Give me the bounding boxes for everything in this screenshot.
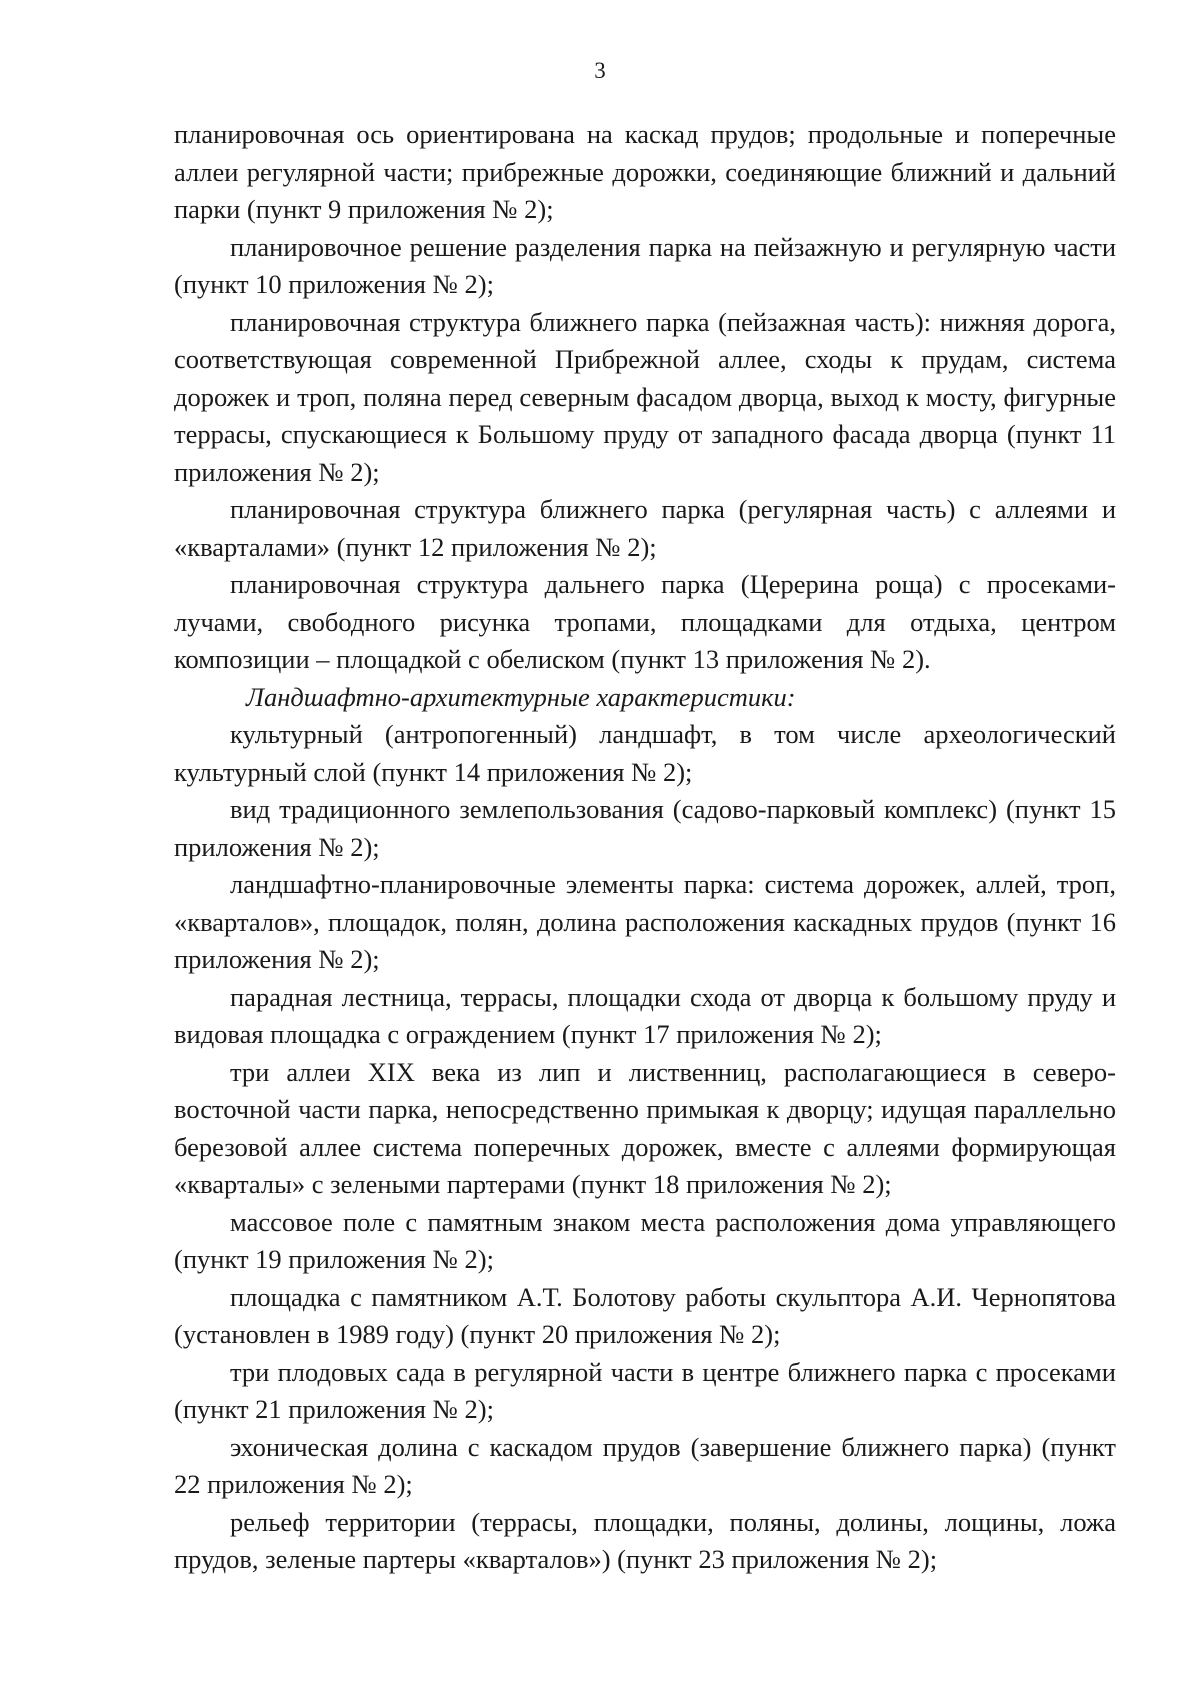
paragraph-landscape-elements: ландшафтно-планировочные элементы парка: система дорожек, аллей, троп, «кварталов», площадок, полян, долина расположения каскадных прудов (пункт 16 приложения № 2);	[174, 869, 1116, 974]
paragraph-cultural-landscape: культурный (антропогенный) ландшафт, в том числе археологический культурный слой (пункт 14 приложения № 2);	[174, 719, 1116, 787]
paragraph-staircase-terraces: парадная лестница, террасы, площадки схода от дворца к большому пруду и видовая площадка с ограждением (пункт 17 приложения № 2);	[174, 981, 1116, 1049]
document-body	[174, 116, 1116, 1579]
paragraph-far-park: планировочная структура дальнего парка (Церерина роща) с просеками-лучами, свободного рисунка тропами, площадками для отдыха, центром композиции – площадкой с обелиском (пункт 13 приложения № 2).	[174, 569, 1116, 674]
paragraph-mass-field: массовое поле с памятным знаком места расположения дома управляющего (пункт 19 приложения № 2);	[174, 1206, 1116, 1274]
paragraph-monument-site: площадка с памятником А.Т. Болотову работы скульптора А.И. Чернопятова (установлен в 1989 году) (пункт 20 приложения № 2);	[174, 1281, 1116, 1349]
page-number: 3	[594, 58, 606, 83]
paragraph-alleys-xix: три аллеи XIX века из лип и лиственниц, располагающиеся в северо-восточной части парка, непосредственно примыкая к дворцу; идущая параллельно березовой аллее система поперечных дорожек, вместе с аллеями формирующая «кварталы» с зелеными партерами (пункт 18 приложения № 2);	[174, 1056, 1116, 1199]
paragraph-terrain-relief: рельеф территории (террасы, площадки, поляны, долины, лощины, ложа прудов, зеленые партеры «кварталов») (пункт 23 приложения № 2);	[174, 1506, 1116, 1574]
paragraph-near-park-regular: планировочная структура ближнего парка (регулярная часть) с аллеями и «кварталами» (пункт 12 приложения № 2);	[174, 494, 1116, 562]
paragraph-near-park-landscape: планировочная структура ближнего парка (пейзажная часть): нижняя дорога, соответствующая современной Прибрежной аллее, сходы к прудам, система дорожек и троп, поляна перед северным фасадом дворца, выход к мосту, фигурные террасы, спускающиеся к Большому пруду от западного фасада дворца (пункт 11 приложения № 2);	[174, 306, 1116, 487]
paragraph-planning-axis: планировочная ось ориентирована на каскад прудов; продольные и поперечные аллеи регулярной части; прибрежные дорожки, соединяющие ближний и дальний парки (пункт 9 приложения № 2);	[174, 119, 1116, 224]
paragraph-land-use: вид традиционного землепользования (садово-парковый комплекс) (пункт 15 приложения № 2);	[174, 794, 1116, 862]
paragraph-echo-valley: эхоническая долина с каскадом прудов (завершение ближнего парка) (пункт 22 приложения № 2);	[174, 1431, 1116, 1499]
section-subheading: Ландшафтно-архитектурные характеристики:	[246, 681, 796, 712]
paragraph-fruit-gardens: три плодовых сада в регулярной части в центре ближнего парка с просеками (пункт 21 приложения № 2);	[174, 1356, 1116, 1424]
paragraph-park-division: планировочное решение разделения парка на пейзажную и регулярную части (пункт 10 приложения № 2);	[174, 231, 1116, 299]
